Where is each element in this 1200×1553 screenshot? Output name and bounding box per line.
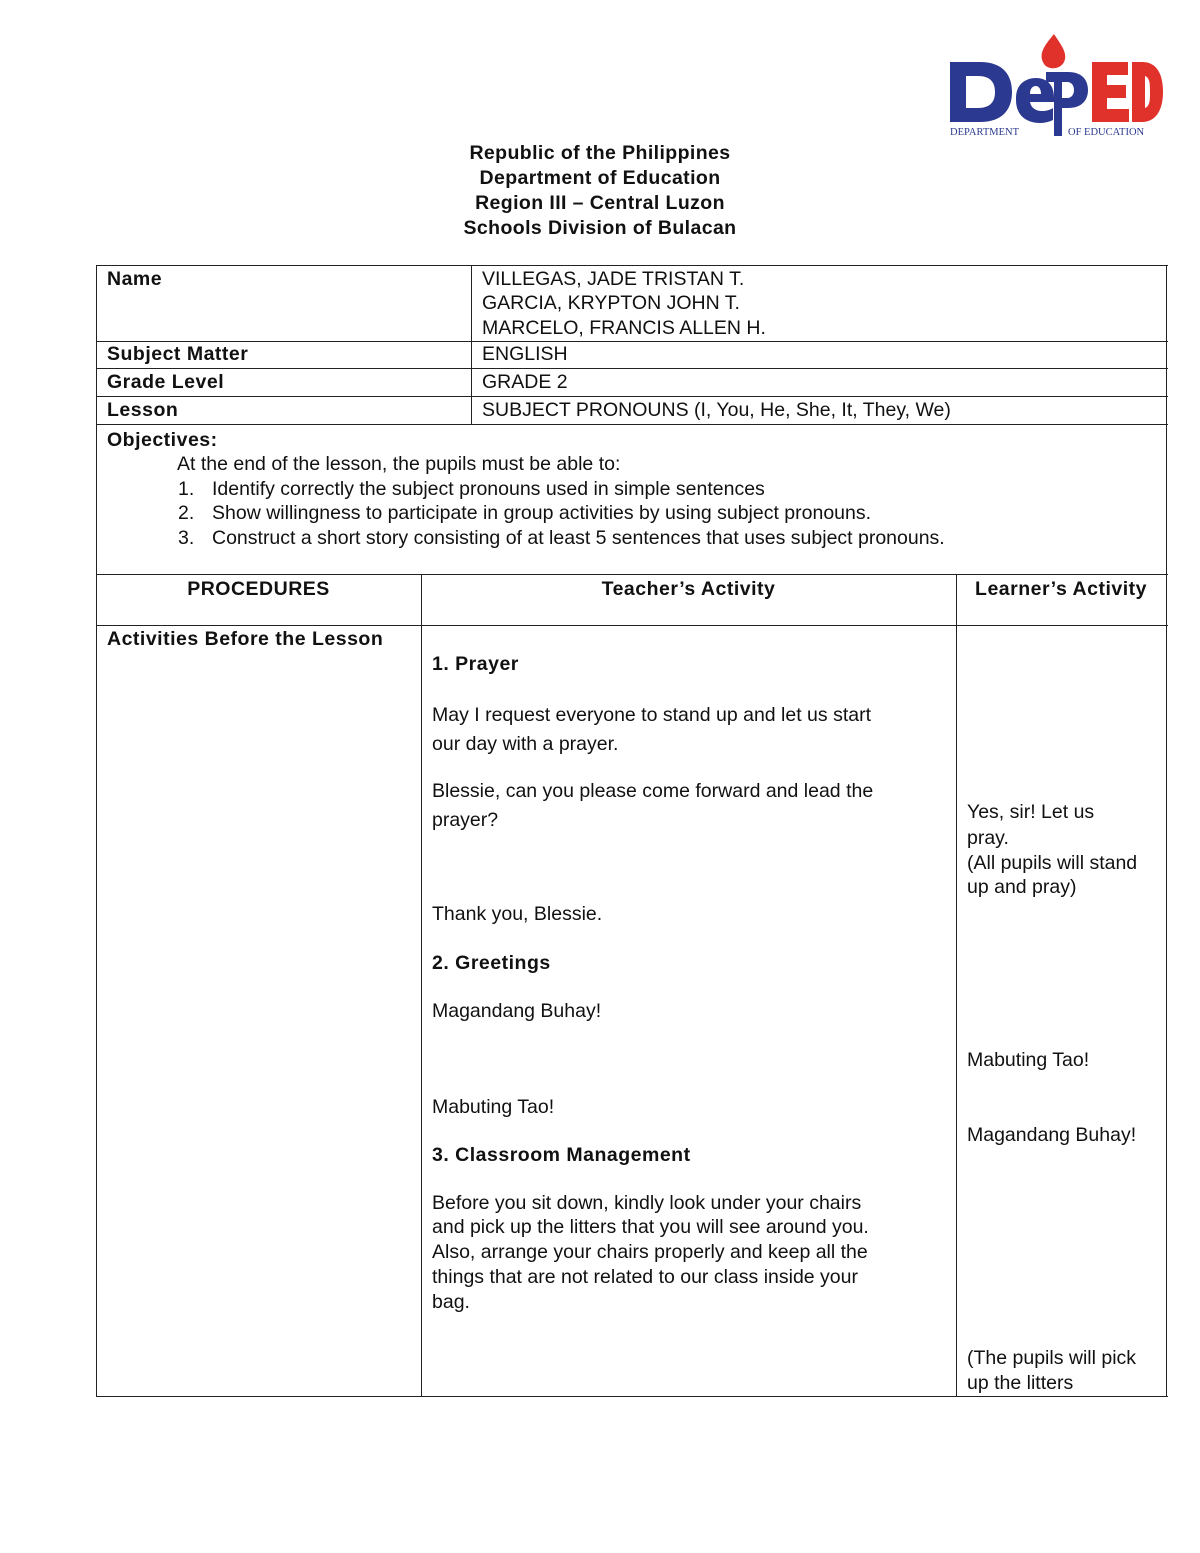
learner-prayer-line-4: up and pray) [967, 876, 1077, 898]
subject-value: ENGLISH [482, 343, 568, 365]
teacher-activity-header: Teacher’s Activity [601, 578, 776, 600]
section-before-lesson: Activities Before the Lesson [107, 628, 384, 650]
objective-number-1: 1. [178, 478, 195, 500]
learner-reply-2: Magandang Buhay! [967, 1124, 1137, 1146]
teacher-greeting-1: Magandang Buhay! [432, 1000, 602, 1022]
header-division: Schools Division of Bulacan [463, 217, 737, 239]
procedures-header: PROCEDURES [187, 578, 330, 600]
learner-reply-1: Mabuting Tao! [967, 1049, 1090, 1071]
student-name-3: MARCELO, FRANCIS ALLEN H. [482, 317, 766, 339]
grade-value: GRADE 2 [482, 371, 568, 393]
lesson-label: Lesson [107, 399, 179, 421]
deped-logo [946, 32, 1164, 142]
logo-subtitle: DEPARTMENT [950, 127, 1019, 138]
learner-litter-line-1: (The pupils will pick [967, 1347, 1137, 1369]
document-header [0, 141, 1200, 241]
objective-item-3: Construct a short story consisting of at least 5 sentences that uses subject pronouns. [212, 527, 945, 549]
learner-prayer-line-3: (All pupils will stand [967, 852, 1138, 874]
prayer-request-line-1: May I request everyone to stand up and let us start [432, 704, 871, 726]
header-region: Region III – Central Luzon [475, 192, 725, 214]
student-name-2: GARCIA, KRYPTON JOHN T. [482, 292, 740, 314]
svg-text:OF EDUCATION: OF EDUCATION [1068, 127, 1145, 138]
classroom-management-heading: 3. Classroom Management [432, 1144, 691, 1166]
objective-number-2: 2. [178, 502, 195, 524]
subject-label: Subject Matter [107, 343, 249, 365]
management-line-3: Also, arrange your chairs properly and keep all the [432, 1241, 868, 1263]
thanks-blessie: Thank you, Blessie. [432, 903, 603, 925]
name-label: Name [107, 268, 163, 290]
objective-item-1: Identify correctly the subject pronouns used in simple sentences [212, 478, 765, 500]
teacher-greeting-2: Mabuting Tao! [432, 1096, 555, 1118]
grade-label: Grade Level [107, 371, 225, 393]
learner-litter-line-2: up the litters [967, 1372, 1074, 1394]
lesson-value: SUBJECT PRONOUNS (I, You, He, She, It, They, We) [482, 399, 951, 421]
learner-prayer-line-1: Yes, sir! Let us [967, 801, 1095, 823]
learner-activity-header: Learner’s Activity [975, 578, 1147, 600]
header-republic: Republic of the Philippines [469, 142, 731, 164]
management-line-2: and pick up the litters that you will see around you. [432, 1216, 869, 1238]
objectives-intro: At the end of the lesson, the pupils must be able to: [177, 453, 621, 475]
student-name-1: VILLEGAS, JADE TRISTAN T. [482, 268, 745, 290]
blessie-request-line-1: Blessie, can you please come forward and lead the [432, 780, 874, 802]
blessie-request-line-2: prayer? [432, 809, 499, 831]
management-line-5: bag. [432, 1291, 470, 1313]
management-line-4: things that are not related to our class inside your [432, 1266, 858, 1288]
objectives-label: Objectives: [107, 429, 218, 451]
prayer-request-line-2: our day with a prayer. [432, 733, 619, 755]
management-line-1: Before you sit down, kindly look under your chairs [432, 1192, 862, 1214]
greetings-heading: 2. Greetings [432, 952, 551, 974]
objective-item-2: Show willingness to participate in group activities by using subject pronouns. [212, 502, 872, 524]
header-department: Department of Education [479, 167, 721, 189]
learner-prayer-line-2: pray. [967, 827, 1009, 849]
prayer-heading: 1. Prayer [432, 653, 519, 675]
objective-number-3: 3. [178, 527, 195, 549]
